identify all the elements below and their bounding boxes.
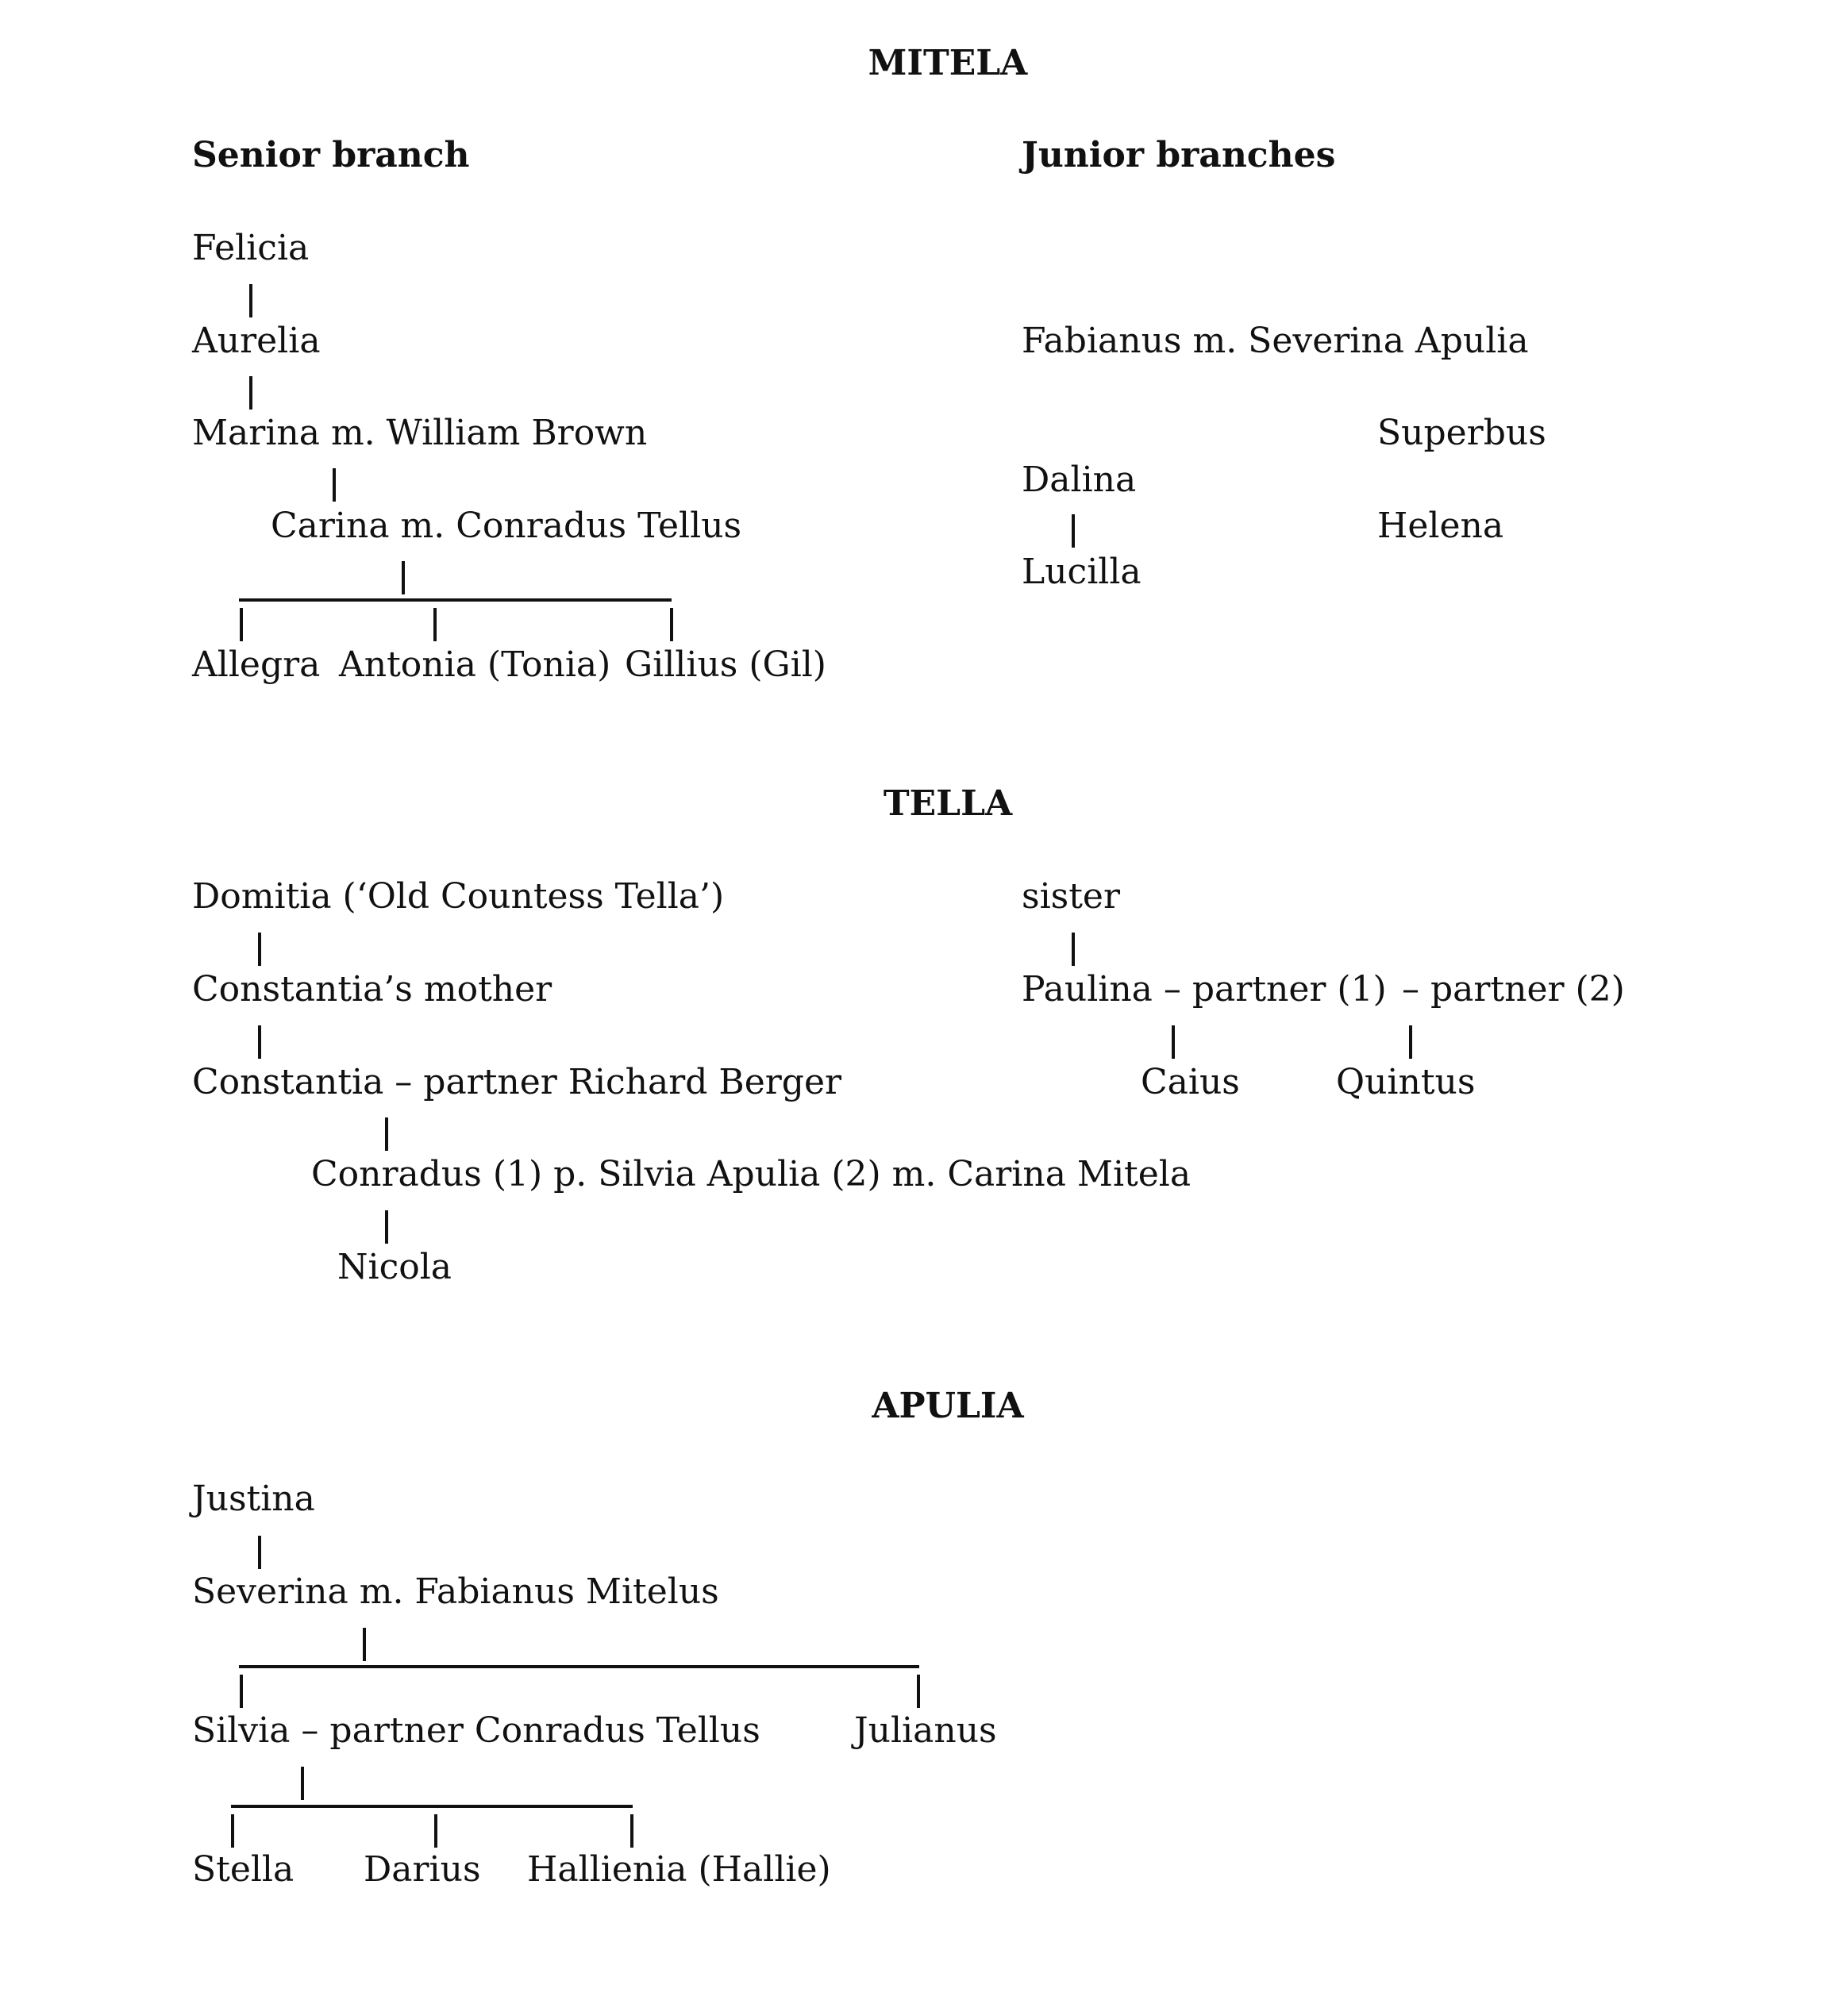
senior-branch-heading: Senior branch bbox=[192, 135, 470, 175]
mitela-title: MITELA bbox=[868, 43, 1028, 83]
person-julianus: Julianus bbox=[854, 1710, 997, 1751]
person-aurelia: Aurelia bbox=[192, 321, 321, 361]
junior-branches-heading: Junior branches bbox=[1022, 135, 1336, 175]
tella-title: TELLA bbox=[883, 783, 1013, 824]
person-sister: sister bbox=[1022, 876, 1120, 917]
person-felicia: Felicia bbox=[192, 228, 310, 268]
person-constantia-mother: Constantia’s mother bbox=[192, 969, 552, 1010]
person-gillius: Gillius (Gil) bbox=[625, 644, 826, 685]
person-dalina: Dalina bbox=[1022, 460, 1137, 500]
person-fabianus: Fabianus m. Severina Apulia bbox=[1022, 321, 1529, 361]
person-constantia: Constantia – partner Richard Berger bbox=[192, 1062, 842, 1102]
person-justina: Justina bbox=[192, 1479, 315, 1519]
person-caius: Caius bbox=[1141, 1062, 1240, 1102]
apulia-title: APULIA bbox=[872, 1386, 1024, 1426]
person-darius: Darius bbox=[364, 1849, 481, 1890]
person-marina: Marina m. William Brown bbox=[192, 413, 648, 453]
person-antonia: Antonia (Tonia) bbox=[339, 644, 611, 685]
person-lucilla: Lucilla bbox=[1022, 552, 1142, 592]
person-stella: Stella bbox=[192, 1849, 295, 1890]
person-paulina: Paulina – partner (1) bbox=[1022, 969, 1387, 1010]
person-superbus: Superbus bbox=[1377, 413, 1546, 453]
person-silvia: Silvia – partner Conradus Tellus bbox=[192, 1710, 760, 1751]
person-partner-2: – partner (2) bbox=[1402, 969, 1625, 1010]
person-helena: Helena bbox=[1377, 506, 1504, 546]
person-nicola: Nicola bbox=[337, 1247, 452, 1287]
person-hallienia: Hallienia (Hallie) bbox=[527, 1849, 831, 1890]
person-conradus: Conradus (1) p. Silvia Apulia (2) m. Carina Mitela bbox=[311, 1154, 1192, 1194]
person-allegra: Allegra bbox=[192, 644, 321, 685]
person-domitia: Domitia (‘Old Countess Tella’) bbox=[192, 876, 725, 917]
person-quintus: Quintus bbox=[1336, 1062, 1476, 1102]
person-carina: Carina m. Conradus Tellus bbox=[271, 506, 742, 546]
person-severina: Severina m. Fabianus Mitelus bbox=[192, 1571, 719, 1612]
